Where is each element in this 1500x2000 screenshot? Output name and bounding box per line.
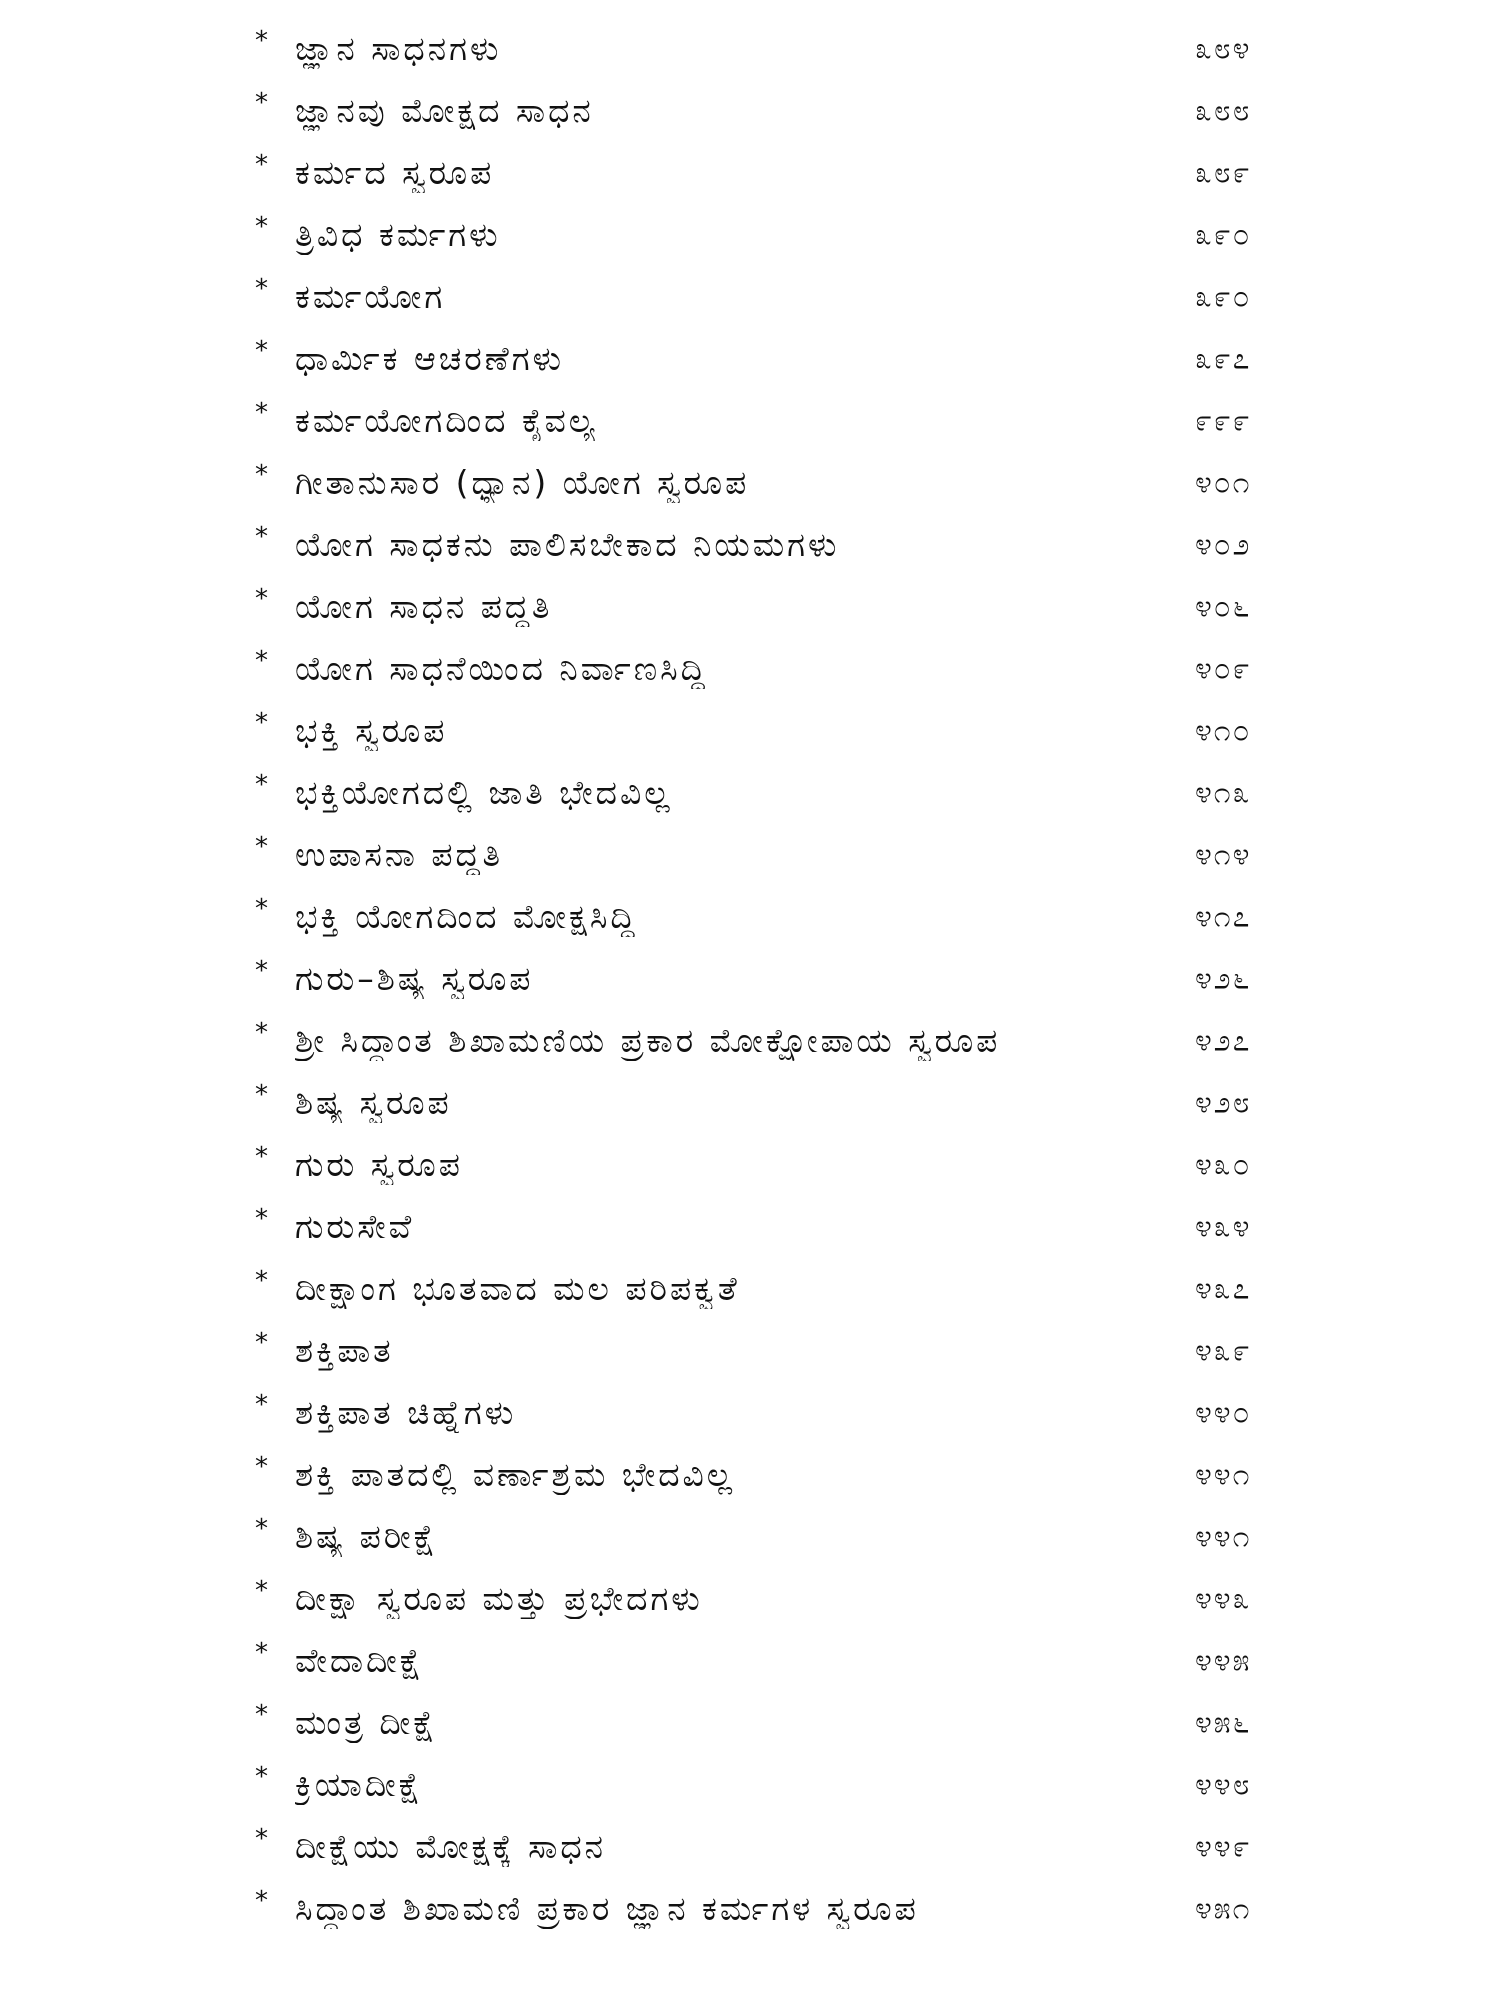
entry-title: ದೀಕ್ಷಾಂಗ ಭೂತವಾದ ಮಲ ಪರಿಪಕ್ವತೆ (295, 1269, 740, 1308)
bullet-asterisk: * (255, 1762, 268, 1792)
entry-title: ಶ್ರೀ ಸಿದ್ಧಾಂತ ಶಿಖಾಮಣಿಯ ಪ್ರಕಾರ ಮೋಕ್ಷೋಪಾಯ ಸ್ವರೂಪ (295, 1021, 1001, 1060)
entry-page-number: ೪೦೨ (1195, 527, 1252, 563)
entry-page-number: ೪೧೪ (1195, 837, 1252, 873)
bullet-asterisk: * (255, 398, 268, 428)
list-item (255, 266, 1285, 328)
entry-page-number: ೪೨೭ (1195, 1023, 1252, 1059)
table-of-contents (255, 18, 1285, 1940)
bullet-asterisk: * (255, 1204, 268, 1234)
list-item (255, 80, 1285, 142)
entry-page-number: ೪೦೯ (1195, 651, 1252, 687)
entry-page-number: ೪೩೪ (1195, 1209, 1252, 1245)
entry-title: ಕ್ರಿಯಾದೀಕ್ಷೆ (295, 1765, 423, 1804)
list-item (255, 1072, 1285, 1134)
bullet-asterisk: * (255, 1080, 268, 1110)
entry-page-number: ೪೧೦ (1195, 713, 1252, 749)
list-item (255, 1506, 1285, 1568)
entry-title: ಕರ್ಮದ ಸ್ವರೂಪ (295, 153, 495, 192)
entry-title: ಭಕ್ತಿ ಸ್ವರೂಪ (295, 711, 448, 750)
entry-title: ಜ್ಞಾನ ಸಾಧನಗಳು (295, 29, 502, 68)
entry-page-number: ೪೪೦ (1195, 1395, 1252, 1431)
list-item (255, 390, 1285, 452)
entry-page-number: ೪೧೭ (1195, 899, 1252, 935)
entry-title: ಶಕ್ತಿ ಪಾತದಲ್ಲಿ ವರ್ಣಾಶ್ರಮ ಭೇದವಿಲ್ಲ (295, 1455, 736, 1494)
bullet-asterisk: * (255, 1266, 268, 1296)
entry-page-number: ೪೪೫ (1195, 1643, 1252, 1679)
list-item (255, 1134, 1285, 1196)
bullet-asterisk: * (255, 460, 268, 490)
entry-page-number: ೩೯೦ (1195, 279, 1252, 315)
entry-title: ಗುರು ಸ್ವರೂಪ (295, 1145, 463, 1184)
entry-page-number: ೩೮೮ (1195, 93, 1252, 129)
entry-title: ಸಿದ್ಧಾಂತ ಶಿಖಾಮಣಿ ಪ್ರಕಾರ ಜ್ಞಾನ ಕರ್ಮಗಳ ಸ್ವರೂಪ (295, 1889, 919, 1928)
bullet-asterisk: * (255, 1018, 268, 1048)
entry-page-number: ೯೯೯ (1195, 403, 1252, 439)
entry-title: ಶಕ್ತಿಪಾತ (295, 1331, 394, 1370)
entry-title: ಯೋಗ ಸಾಧನೆಯಿಂದ ನಿರ್ವಾಣಸಿದ್ಧಿ (295, 649, 708, 688)
bullet-asterisk: * (255, 1390, 268, 1420)
entry-title: ಯೋಗ ಸಾಧನ ಪದ್ಧತಿ (295, 587, 553, 626)
list-item (255, 452, 1285, 514)
list-item (255, 1258, 1285, 1320)
bullet-asterisk: * (255, 1700, 268, 1730)
entry-page-number: ೪೦೬ (1195, 589, 1252, 625)
bullet-asterisk: * (255, 1142, 268, 1172)
entry-page-number: ೪೩೦ (1195, 1147, 1252, 1183)
list-item (255, 1692, 1285, 1754)
bullet-asterisk: * (255, 894, 268, 924)
entry-page-number: ೩೮೪ (1195, 31, 1252, 67)
entry-page-number: ೪೪೮ (1195, 1767, 1252, 1803)
entry-title: ಯೋಗ ಸಾಧಕನು ಪಾಲಿಸಬೇಕಾದ ನಿಯಮಗಳು (295, 525, 840, 564)
bullet-asterisk: * (255, 1576, 268, 1606)
entry-page-number: ೪೪೩ (1195, 1581, 1252, 1617)
bullet-asterisk: * (255, 88, 268, 118)
bullet-asterisk: * (255, 1824, 268, 1854)
entry-page-number: ೪೫೧ (1195, 1891, 1252, 1927)
entry-page-number: ೪೨೮ (1195, 1085, 1252, 1121)
list-item (255, 328, 1285, 390)
list-item (255, 576, 1285, 638)
entry-title: ಮಂತ್ರ ದೀಕ್ಷೆ (295, 1703, 438, 1742)
entry-title: ಉಪಾಸನಾ ಪದ್ಧತಿ (295, 835, 504, 874)
entry-title: ಗುರುಸೇವೆ (295, 1207, 415, 1246)
entry-title: ಜ್ಞಾನವು ಮೋಕ್ಷದ ಸಾಧನ (295, 91, 594, 130)
list-item (255, 1630, 1285, 1692)
entry-page-number: ೪೪೧ (1195, 1457, 1252, 1493)
entry-page-number: ೪೪೧ (1195, 1519, 1252, 1555)
entry-title: ಶಿಷ್ಯ ಸ್ವರೂಪ (295, 1083, 452, 1122)
list-item (255, 638, 1285, 700)
list-item (255, 1754, 1285, 1816)
list-item (255, 948, 1285, 1010)
list-item (255, 1444, 1285, 1506)
entry-title: ಭಕ್ತಿ ಯೋಗದಿಂದ ಮೋಕ್ಷಸಿದ್ಧಿ (295, 897, 638, 936)
bullet-asterisk: * (255, 646, 268, 676)
entry-title: ದೀಕ್ಷಾ ಸ್ವರೂಪ ಮತ್ತು ಪ್ರಭೇದಗಳು (295, 1579, 703, 1618)
entry-title: ಕರ್ಮಯೋಗದಿಂದ ಕೈವಲ್ಯ (295, 401, 598, 440)
entry-page-number: ೪೩೭ (1195, 1271, 1252, 1307)
bullet-asterisk: * (255, 770, 268, 800)
entry-page-number: ೩೯೦ (1195, 217, 1252, 253)
list-item (255, 1010, 1285, 1072)
bullet-asterisk: * (255, 26, 268, 56)
bullet-asterisk: * (255, 150, 268, 180)
bullet-asterisk: * (255, 1886, 268, 1916)
bullet-asterisk: * (255, 522, 268, 552)
bullet-asterisk: * (255, 1514, 268, 1544)
entry-page-number: ೪೩೯ (1195, 1333, 1252, 1369)
bullet-asterisk: * (255, 1452, 268, 1482)
entry-title: ಶಿಷ್ಯ ಪರೀಕ್ಷೆ (295, 1517, 438, 1556)
list-item (255, 1382, 1285, 1444)
bullet-asterisk: * (255, 708, 268, 738)
list-item (255, 700, 1285, 762)
list-item (255, 1320, 1285, 1382)
entry-title: ಕರ್ಮಯೋಗ (295, 277, 446, 316)
list-item (255, 18, 1285, 80)
entry-title: ಶಕ್ತಿಪಾತ ಚಿಹ್ನೆಗಳು (295, 1393, 517, 1432)
entry-page-number: ೩೯೭ (1195, 341, 1252, 377)
entry-title: ಭಕ್ತಿಯೋಗದಲ್ಲಿ ಜಾತಿ ಭೇದವಿಲ್ಲ (295, 773, 673, 812)
entry-page-number: ೪೧೩ (1195, 775, 1252, 811)
entry-title: ಗುರು–ಶಿಷ್ಯ ಸ್ವರೂಪ (295, 959, 534, 998)
list-item (255, 204, 1285, 266)
entry-page-number: ೪೨೬ (1195, 961, 1252, 997)
bullet-asterisk: * (255, 584, 268, 614)
list-item (255, 1878, 1285, 1940)
bullet-asterisk: * (255, 336, 268, 366)
list-item (255, 1816, 1285, 1878)
entry-page-number: ೪೪೯ (1195, 1829, 1252, 1865)
list-item (255, 514, 1285, 576)
entry-page-number: ೩೮೯ (1195, 155, 1252, 191)
bullet-asterisk: * (255, 1328, 268, 1358)
bullet-asterisk: * (255, 956, 268, 986)
entry-title: ವೇದಾದೀಕ್ಷೆ (295, 1641, 425, 1680)
entry-title: ದೀಕ್ಷೆಯು ಮೋಕ್ಷಕ್ಕೆ ಸಾಧನ (295, 1827, 607, 1866)
list-item (255, 762, 1285, 824)
bullet-asterisk: * (255, 1638, 268, 1668)
entry-title: ಧಾರ್ಮಿಕ ಆಚರಣೆಗಳು (295, 339, 565, 378)
entry-page-number: ೪೫೬ (1195, 1705, 1252, 1741)
list-item (255, 1196, 1285, 1258)
entry-page-number: ೪೦೧ (1195, 465, 1252, 501)
list-item (255, 886, 1285, 948)
bullet-asterisk: * (255, 274, 268, 304)
list-item (255, 824, 1285, 886)
list-item (255, 142, 1285, 204)
list-item (255, 1568, 1285, 1630)
bullet-asterisk: * (255, 832, 268, 862)
entry-title: ಗೀತಾನುಸಾರ (ಧ್ಯಾನ) ಯೋಗ ಸ್ವರೂಪ (295, 463, 750, 502)
bullet-asterisk: * (255, 212, 268, 242)
entry-title: ತ್ರಿವಿಧ ಕರ್ಮಗಳು (295, 215, 501, 254)
